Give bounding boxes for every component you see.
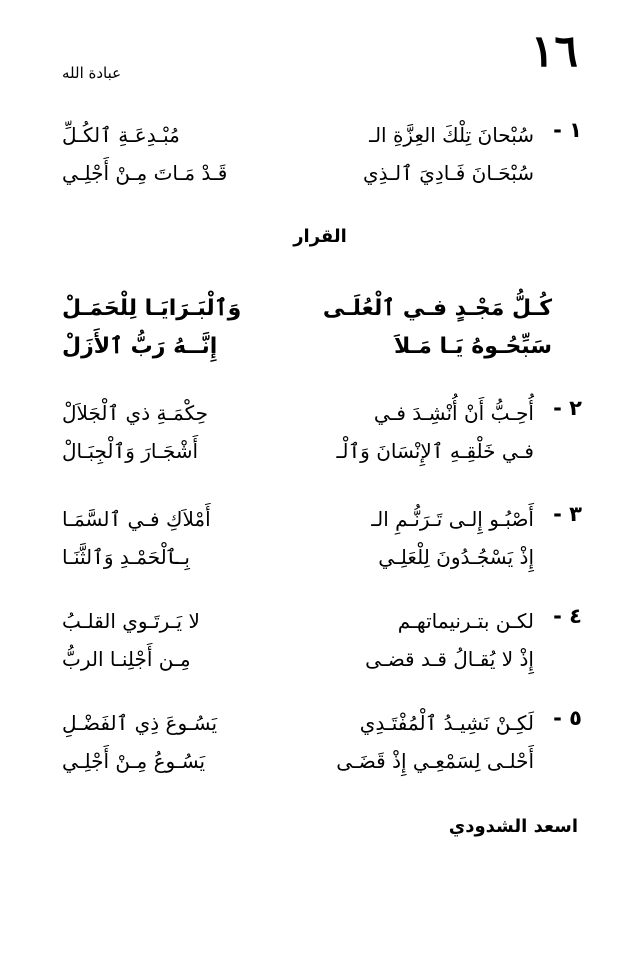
- second-hemistich: حِكْمَـةِ ذي ٱلْجَلاَلْ: [62, 401, 209, 425]
- verse-line: [58, 604, 582, 642]
- first-hemistich: إِذْ يَسْجُـدُونَ لِلْعَلِـي: [378, 545, 534, 569]
- first-hemistich: أَصْبُـو إِلـى تَـرَنُّـمِ الـ: [371, 507, 534, 531]
- first-hemistich: فـي خَلْقِـهِ ٱلإِنْسَانَ وَٱلْـ: [336, 439, 534, 463]
- running-head: عبادة الله: [62, 64, 122, 82]
- second-hemistich: قَـدْ مَـاتَ مِـنْ أَجْلِـي: [62, 161, 228, 185]
- section-title: القرار: [293, 226, 347, 247]
- stanza-number: ١ -: [553, 118, 582, 142]
- verse-line: [58, 642, 582, 680]
- stanza-4: [58, 604, 582, 680]
- author-credit: اسعد الشدودي: [448, 816, 578, 837]
- second-hemistich: مِـن أَجْلِنـا الربُّ: [62, 647, 191, 671]
- second-hemistich: وَٱلْبَـرَايَـا لِلْحَمَـلْ: [62, 296, 242, 321]
- first-hemistich: سُبْحَـانَ فَـادِيَ ٱلـذِي: [363, 161, 534, 185]
- first-hemistich: أُحِـبُّ أَنْ أُنْشِـدَ فـي: [373, 401, 534, 425]
- stanza-2: [58, 396, 582, 472]
- second-hemistich: أَشْجَـارَ وَٱلْجِبَـالْ: [62, 439, 199, 463]
- first-hemistich: إِذْ لا يُقـالُ قـد قضـى: [365, 647, 534, 671]
- first-hemistich: سُبْحانَ تِلْكَ العِزَّةِ الـ: [369, 123, 534, 147]
- verse-line: [58, 502, 582, 540]
- page-number: ١٦: [530, 26, 578, 77]
- second-hemistich: بِـٱلْحَمْـدِ وَٱلثَّنَـا: [62, 545, 190, 569]
- first-hemistich: لكـن بتـرنيماتهـم: [397, 609, 534, 633]
- second-hemistich: يَسُـوعُ مِـنْ أَجْلِـي: [62, 749, 206, 773]
- verse-line: [58, 744, 582, 782]
- second-hemistich: مُبْـدِعَـةِ ٱلكُـلِّ: [62, 123, 180, 147]
- verse-line: [58, 330, 582, 368]
- stanza-number: ٤ -: [553, 604, 582, 628]
- second-hemistich: أَمْلاَكِ فـي ٱلسَّمَـا: [62, 507, 211, 531]
- stanza-number: ٣ -: [553, 502, 582, 526]
- second-hemistich: يَسُـوعَ ذِي ٱلفَضْـلِ: [62, 711, 218, 735]
- stanza-number: ٢ -: [553, 396, 582, 420]
- stanza-1: [58, 118, 582, 194]
- first-hemistich: أَحْلـى لِسَمْعِـي إِذْ قَضَـى: [336, 749, 534, 773]
- verse-line: [58, 118, 582, 156]
- verse-line: [58, 292, 582, 330]
- verse-line: [58, 396, 582, 434]
- first-hemistich: كُـلُّ مَجْـدٍ فـي ٱلْعُلَـى: [322, 296, 552, 321]
- stanza-number: ٥ -: [553, 706, 582, 730]
- second-hemistich: إِنَّــهُ رَبُّ ٱلأَزَلْ: [62, 334, 218, 359]
- stanza-3: [58, 502, 582, 578]
- second-hemistich: لا يَـرتَـوي القلـبُ: [62, 609, 200, 633]
- stanza-5: [58, 706, 582, 782]
- first-hemistich: لَكِـنْ نَشِيـدُ ٱلْمُفْتَـدِي: [359, 711, 534, 735]
- verse-line: [58, 434, 582, 472]
- chorus: [58, 292, 582, 368]
- first-hemistich: سَبِّحُـوهُ يَـا مَـلاَ: [394, 334, 552, 359]
- verse-line: [58, 540, 582, 578]
- verse-line: [58, 156, 582, 194]
- verse-line: [58, 706, 582, 744]
